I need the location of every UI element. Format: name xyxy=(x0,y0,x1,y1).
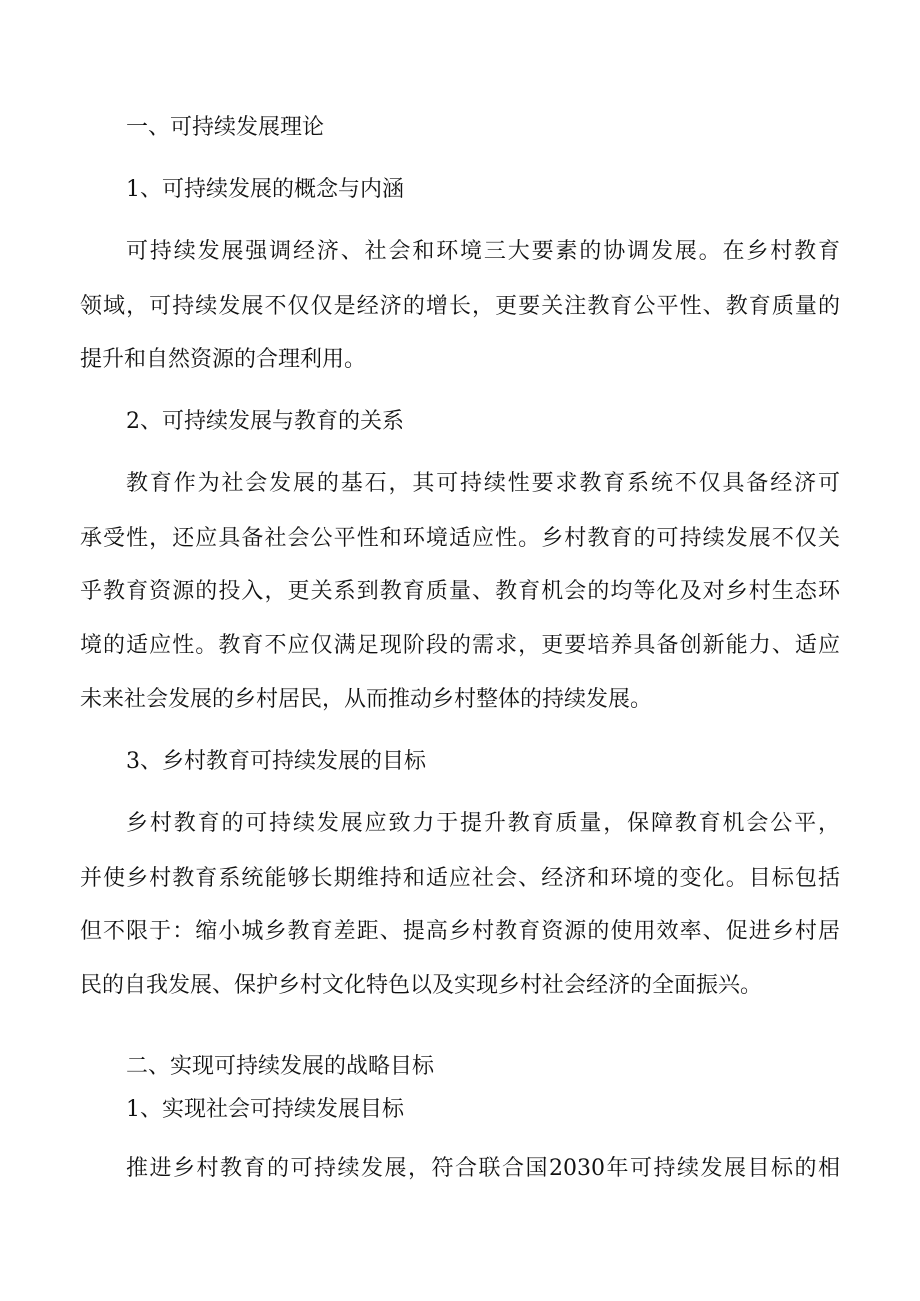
paragraph-line: 未来社会发展的乡村居民，从而推动乡村整体的持续发展。 xyxy=(80,687,653,712)
paragraph-line: 承受性，还应具备社会公平性和环境适应性。乡村教育的可持续发展不仅关 xyxy=(80,526,840,551)
subsection-heading: 1、实现社会可持续发展目标 xyxy=(126,1097,404,1122)
paragraph-line: 乎教育资源的投入，更关系到教育质量、教育机会的均等化及对乡村生态环 xyxy=(80,579,840,604)
paragraph-line: 但不限于：缩小城乡教育差距、提高乡村教育资源的使用效率、促进乡村居 xyxy=(80,919,840,944)
section-heading: 一、可持续发展理论 xyxy=(126,115,325,140)
paragraph-line: 境的适应性。教育不应仅满足现阶段的需求，更要培养具备创新能力、适应 xyxy=(80,633,840,658)
paragraph-line: 领域，可持续发展不仅仅是经济的增长，更要关注教育公平性、教育质量的 xyxy=(80,294,840,319)
paragraph-line: 可持续发展强调经济、社会和环境三大要素的协调发展。在乡村教育 xyxy=(126,239,840,264)
paragraph-line: 民的自我发展、保护乡村文化特色以及实现乡村社会经济的全面振兴。 xyxy=(80,973,763,998)
paragraph-line: 提升和自然资源的合理利用。 xyxy=(80,347,367,372)
paragraph-line: 教育作为社会发展的基石，其可持续性要求教育系统不仅具备经济可 xyxy=(126,471,840,496)
paragraph-line: 推进乡村教育的可持续发展，符合联合国2030年可持续发展目标的相 xyxy=(126,1156,840,1181)
subsection-heading: 3、乡村教育可持续发展的目标 xyxy=(126,749,426,774)
section-heading: 二、实现可持续发展的战略目标 xyxy=(126,1054,435,1079)
paragraph-line: 乡村教育的可持续发展应致力于提升教育质量，保障教育机会公平， xyxy=(126,811,840,836)
subsection-heading: 2、可持续发展与教育的关系 xyxy=(126,409,404,434)
subsection-heading: 1、可持续发展的概念与内涵 xyxy=(126,177,404,202)
paragraph-line: 并使乡村教育系统能够长期维持和适应社会、经济和环境的变化。目标包括 xyxy=(80,866,840,891)
